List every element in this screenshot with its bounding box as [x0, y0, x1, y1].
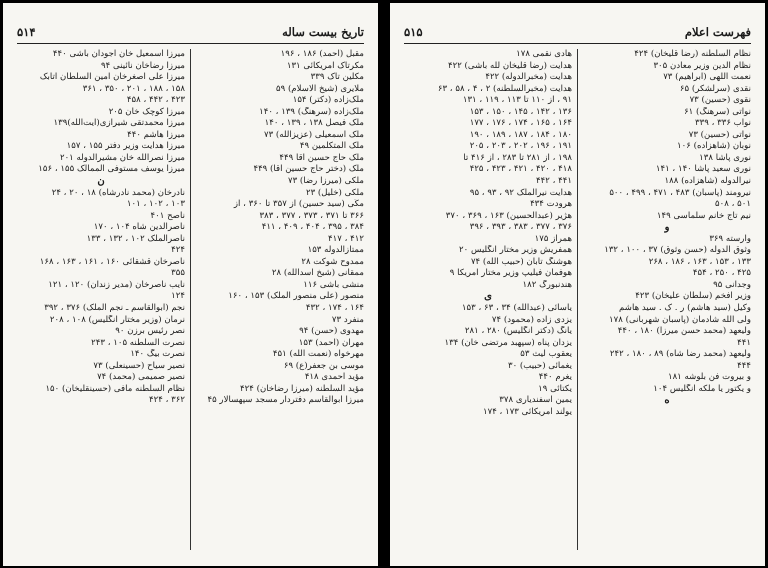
index-entry: یانگ (دکتر انگلیس) ۲۸۰ ، ۲۸۱: [464, 326, 572, 337]
index-entry: میرزا ابوالقاسم دفتردار مسجد سپهسالار ۴۵: [207, 395, 364, 406]
index-entry: ۴۴۴: [737, 360, 751, 371]
index-entry: ولی الله شادمان (پاسبان شهربانی) ۱۷۸: [609, 314, 751, 325]
index-entry: نصر رئیس برزن ۹۰: [115, 326, 185, 337]
index-entry: ملک فیصل ۱۳۸ ، ۱۳۹ ، ۱۴۰: [264, 118, 364, 129]
index-entry: وثوق الدوله (حسن وثوق) ۳۷ ، ۱۰۰ ، ۱۳۲: [604, 245, 751, 256]
index-column-right: [196, 49, 364, 407]
index-entry: میرزا هدایت وزیر دفتر ۱۵۵ ، ۱۵۷: [66, 141, 185, 152]
index-entry: ملکی (خلیل) ۲۳: [305, 187, 364, 198]
index-entry: ملک‌زاده (دکتر) ۱۵۴: [292, 95, 364, 106]
index-entry: ناصرالملک ۱۰۲ ، ۱۳۲ ، ۱۳۳: [86, 233, 185, 244]
index-entry: میرزا محمدتقی شیرازی(آیت‌الله)۱۳۹: [53, 118, 185, 129]
index-entry: نقدی (سرلشکر) ۶۵: [679, 83, 751, 94]
index-entry: ناصرالدین شاه ۱۰۴ ، ۱۷۰: [93, 222, 185, 233]
index-entry: میرزا رضاخان نائینی ۹۴: [101, 60, 185, 71]
index-entry: ۱۳۶ ، ۱۴۲ ، ۱۴۵ ، ۱۵۰ ، ۱۵۳: [469, 106, 572, 117]
index-entry: ملک اسمعیلی (عزیزالله) ۷۳: [263, 129, 364, 140]
index-entry: نیرالدوله (شاهزاده) ۱۸۸: [664, 176, 751, 187]
page-title: فهرست اعلام: [684, 25, 751, 39]
index-entry: هدایت (رضا قلیخان لله باشی) ۴۲۲: [447, 60, 572, 71]
index-entry: مهدوی (حسن) ۹۴: [299, 326, 364, 337]
index-entry: مقبل (احمد) ۱۸۶ ، ۱۹۶: [280, 49, 364, 59]
index-entry: وارسته ۳۶۹: [709, 233, 751, 244]
right-page: [390, 3, 765, 566]
index-entry: مکلین تاک ۳۳۹: [310, 72, 364, 83]
index-entry: ۳۵۵: [171, 268, 185, 279]
index-entry: نواتی (سرهنگ) ۶۱: [684, 106, 751, 117]
index-entry: میرزا نصرالله خان مشیرالدوله ۲۰۱: [59, 152, 185, 163]
index-entry: نجم (ابوالقاسم ـ نجم الملک) ۳۷۶ ، ۳۹۲: [44, 303, 185, 314]
index-entry: نعمت اللهی (ابراهیم) ۷۳: [663, 72, 751, 83]
index-entry: میرزا اسمعیل خان اجودان باشی ۴۴۰: [52, 49, 185, 59]
running-head: [404, 25, 751, 44]
index-entry: ۴۱۲ ، ۴۱۷: [328, 233, 364, 244]
index-entry: نواب ۳۳۶ ، ۳۳۹: [694, 118, 751, 129]
index-entry: ۴۴۱: [737, 337, 751, 348]
index-column-left: [17, 49, 185, 407]
index-entry: یاسائی (عبدالله) ۳۴ ، ۶۳ ، ۱۵۳: [461, 303, 572, 314]
index-section-letter: ه: [664, 395, 670, 407]
index-entry: ۹۱ ، از ۱۱۰ تا ۱۱۳ ، ۱۱۹ ، ۱۳۱: [462, 95, 572, 106]
index-entry: نرمان (وزیر مختار انگلیس) ۱۰۸ ، ۲۰۸: [49, 314, 185, 325]
index-entry: وجدانی ۹۵: [713, 279, 751, 290]
index-entry: همراز ۱۷۵: [534, 233, 572, 244]
index-entry: نواتی (حسین) ۷۳: [688, 129, 751, 140]
column-divider: [577, 49, 578, 550]
index-entry: مؤید السلطنه (میرزا رضاخان) ۴۲۴: [240, 383, 364, 394]
index-entry: هدایت (مخبرالسلطنه) ۲ ، ۴ ، ۵۸ ، ۶۳: [437, 83, 572, 94]
index-entry: یکتائی ۱۹: [538, 383, 572, 394]
page-number: ۵۱۵: [404, 25, 423, 39]
index-entry: نصرت بیگ ۱۴۰: [130, 349, 185, 360]
index-entry: نادرخان (محمد نادرشاه) ۱۸ ، ۲۰ ، ۲۴: [51, 187, 185, 198]
index-entry: ۱۳۳ ، ۱۵۳ ، ۱۶۳ ، ۱۸۶ ، ۲۶۸: [648, 256, 751, 267]
running-head: [17, 25, 364, 44]
index-entry: ۱۲۴: [171, 291, 185, 302]
index-entry: مکرتاک امریکائی ۱۳۱: [286, 60, 364, 71]
index-entry: مهران (احمد) ۱۵۳: [298, 337, 364, 348]
index-entry: یزدی زاده (محمود) ۷۴: [491, 314, 572, 325]
index-entry: ۱۹۸ ، از ۲۸۱ تا ۲۸۳ ، از ۴۱۶ تا: [463, 152, 572, 163]
index-entry: ملک حاج حسین آقا ۴۴۹: [279, 152, 364, 163]
index-entry: ۳۶۲ ، ۴۲۴: [149, 395, 185, 406]
index-entry: هندنبورگ ۱۸۲: [522, 279, 572, 290]
index-section-letter: و: [664, 222, 670, 234]
index-entry: ۵۰۱ ، ۵۰۸: [715, 199, 751, 210]
index-entry: میرزا کوچک خان ۲۰۵: [108, 106, 185, 117]
index-entry: ۱۵۸ ، ۱۸۸ ، ۲۰۱ ، ۳۵۰ ، ۳۶۱: [82, 83, 185, 94]
index-entry: ۴۲۵ ، ۲۵۰ ، ۴۵۴: [692, 268, 751, 279]
index-entry: موسی بن جعفر(ع) ۶۹: [283, 360, 364, 371]
index-entry: هوشنگ تابان (حبیب الله) ۷۴: [470, 256, 572, 267]
index-entry: ناصرخان قشقائی ۱۶۰ ، ۱۶۱ ، ۱۶۳ ، ۱۶۸: [39, 256, 185, 267]
index-entry: یزدان پناه (سپهبد مرتضی خان) ۱۳۴: [444, 337, 572, 348]
index-entry: هژیر (عبدالحسین) ۱۶۳ ، ۳۶۹ ، ۳۷۰: [445, 210, 572, 221]
index-entry: میرزا علی اصغرخان امین السلطان اتابک: [39, 72, 185, 83]
index-entry: و یکتور یا ملکه انگلیس ۱۰۴: [653, 383, 751, 394]
index-section-letter: ی: [484, 291, 492, 303]
index-entry: ملکی (میرزا رضا) ۷۳: [287, 176, 364, 187]
index-entry: منشی باشی ۱۱۶: [303, 279, 364, 290]
index-entry: وزیر افخم (سلطان علیخان) ۴۲۳: [635, 291, 751, 302]
index-entry: ۱۹۱ ، ۱۹۶ ، ۲۰۲ ، ۲۰۳ ، ۲۰۵: [469, 141, 572, 152]
index-entry: مکّی (سید حسین) از ۳۵۷ تا ۳۶۰ ، از: [233, 199, 364, 210]
index-entry: نیم تاج خانم سلماسی ۱۴۹: [656, 210, 751, 221]
index-entry: نوری پاشا ۱۳۸: [699, 152, 751, 163]
index-entry: ۳۶۶ تا ۳۷۱ ، ۳۷۳ ، ۳۷۷ ، ۳۸۳: [259, 210, 364, 221]
index-entry: ملایری (شیخ الاسلام) ۵۹: [275, 83, 364, 94]
index-entry: ۱۶۴ ، ۱۶۵ ، ۱۷۴ ، ۱۷۶ ، ۱۷۷: [469, 118, 572, 129]
index-entry: ۴۴۱ ، ۴۴۲: [536, 176, 572, 187]
index-entry: ولیعهد (محمد حسن میرزا) ۱۸۰ ، ۴۴۰: [617, 326, 751, 337]
index-entry: یغرم ۴۴۰: [538, 372, 572, 383]
index-entry: ۴۲۴: [171, 245, 185, 256]
index-entry: ۳۷۶ ، ۳۷۷ ، ۳۸۳ ، ۳۹۳ ، ۳۹۶: [469, 222, 572, 233]
index-entry: یغمائی (حبیب) ۳۰: [507, 360, 572, 371]
index-entry: همفریش وزیر مختار انگلیس ۲۰: [459, 245, 572, 256]
index-entry: ممقانی (شیخ اسدالله) ۲۸: [271, 268, 364, 279]
index-column-left: [404, 49, 572, 419]
column-divider: [190, 49, 191, 550]
index-entry: منفرد ۷۳: [331, 314, 364, 325]
index-entry: نیرومند (پاسبان) ۴۸۳ ، ۴۷۱ ، ۴۹۹ ، ۵۰۰: [609, 187, 751, 198]
index-entry: میرزا یوسف مستوفی الممالک ۱۵۵ ، ۱۵۶: [38, 164, 185, 175]
index-entry: هادی نقمی ۱۷۸: [516, 49, 572, 59]
index-entry: ۳۸۴ ، ۳۹۵ ، ۴۰۴ ، ۴۰۹ ، ۴۱۱: [261, 222, 364, 233]
index-entry: نایب ناصرخان (مدیر زندان) ۱۲۰ ، ۱۲۱: [48, 279, 185, 290]
index-entry: یولند امریکائی ۱۷۳ ، ۱۷۴: [482, 406, 572, 417]
index-entry: میرزا هاشم ۴۴۰: [127, 129, 185, 140]
index-entry: مؤید احمدی ۴۱۸: [304, 372, 364, 383]
index-section-letter: ن: [97, 176, 105, 188]
index-entry: نصیر سیاح (حسینعلی) ۷۳: [93, 360, 185, 371]
index-entry: وکیل (سید هاشم) ر . ک . سید هاشم: [619, 303, 751, 314]
index-entry: هوفمان فیلیپ وزیر مختار امریکا ۹: [449, 268, 572, 279]
index-entry: نقوی (حسین) ۷۳: [689, 95, 751, 106]
index-entry: ۴۲۳ ، ۴۴۲ ، ۴۵۸: [126, 95, 185, 106]
index-entry: ممتازالدوله ۱۵۳: [307, 245, 364, 256]
index-entry: ناصح ۴۰۱: [150, 210, 185, 221]
index-entry: منصور (علی منصور الملک) ۱۵۳ ، ۱۶۰: [228, 291, 364, 302]
index-entry: ملک‌زاده (سرهنگ) ۱۳۹ ، ۱۴۰: [259, 106, 364, 117]
page-number: ۵۱۴: [17, 25, 36, 39]
index-entry: ملک المتکلمین ۴۹: [299, 141, 364, 152]
index-entry: یعقوب لیث ۵۳: [520, 349, 572, 360]
index-entry: ۴۱۸ ، ۴۲۰ ، ۴۲۱ ، ۴۲۳ ، ۴۲۵: [469, 164, 572, 175]
index-entry: ولیعهد (محمد رضا شاه) ۸۹ ، ۱۸۰ ، ۲۴۲: [609, 349, 751, 360]
page-title: تاریخ بیست ساله: [282, 25, 364, 39]
index-entry: نصیر صمیمی (محمد) ۷۴: [97, 372, 185, 383]
index-entry: ۱۸۰ ، ۱۸۴ ، ۱۸۷ ، ۱۸۹ ، ۱۹۰: [469, 129, 572, 140]
index-entry: نظام السلطنه مافی (حسینقلیخان) ۱۵۰: [45, 383, 185, 394]
index-column-right: [583, 49, 751, 407]
index-entry: نظام السلطنه (رضا قلیخان) ۴۲۴: [634, 49, 751, 59]
index-entry: هدایت (مخبرالدوله) ۴۲۲: [485, 72, 572, 83]
index-entry: و بیروت فن بلوشه ۱۸۱: [667, 372, 751, 383]
index-entry: هرودت ۴۳۴: [530, 199, 572, 210]
left-page: [3, 3, 378, 566]
index-entry: ۱۰۳ ، ۱۰۲ ، ۱۰۱: [126, 199, 185, 210]
index-entry: ممدوح شوکت ۲۸: [301, 256, 364, 267]
index-entry: هدایت نیرالملک ۹۲ ، ۹۳ ، ۹۵: [469, 187, 572, 198]
index-entry: مهرخواه (نعمت الله) ۴۵۱: [272, 349, 364, 360]
index-entry: نوری سعید پاشا ۱۴۰ ، ۱۴۱: [655, 164, 751, 175]
index-entry: یمین اسفندیاری ۳۷۸: [499, 395, 572, 406]
index-entry: ملک (دختر حاج حسین آقا) ۴۴۹: [253, 164, 364, 175]
index-entry: نظام الدین وزیر معادن ۳۰۵: [653, 60, 751, 71]
index-entry: ۱۶۴ ، ۱۷۴ ، ۴۳۲: [305, 303, 364, 314]
index-entry: نصرت السلطنه ۱۰۵ ، ۲۴۳: [91, 337, 185, 348]
index-entry: نوبان (شاهزاده) ۱۰۶: [677, 141, 751, 152]
